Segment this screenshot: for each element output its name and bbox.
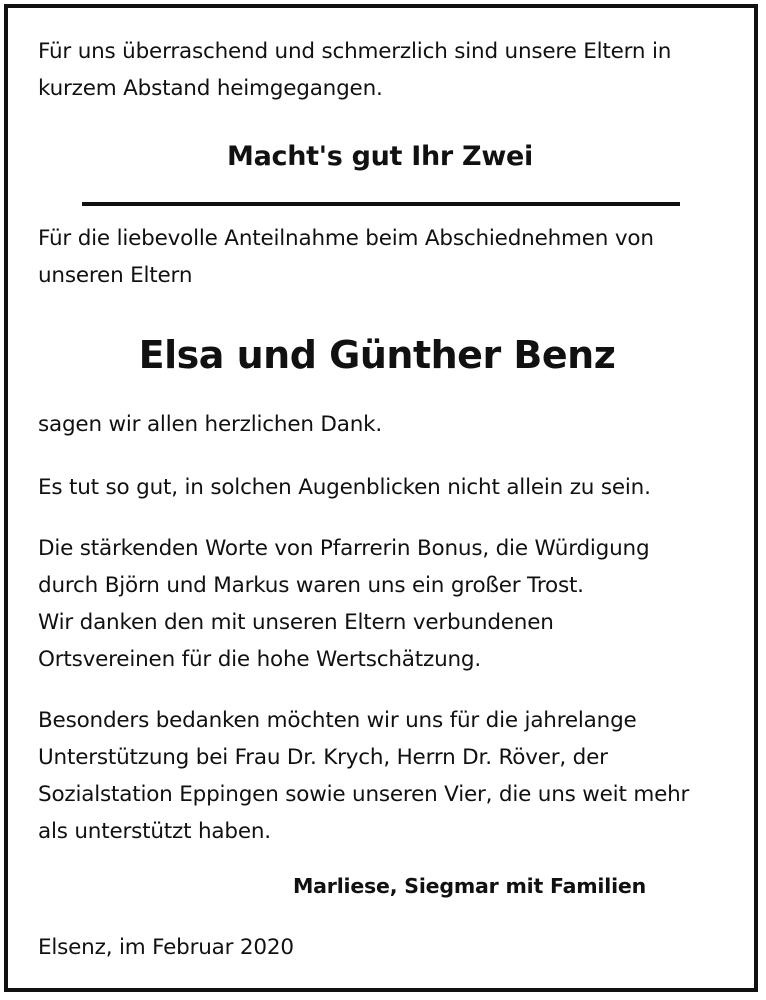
farewell-heading: Macht's gut Ihr Zwei	[227, 141, 533, 172]
text-line: als unterstützt haben.	[38, 819, 271, 844]
intro-paragraph	[38, 33, 738, 107]
text-line: sagen wir allen herzlichen Dank.	[38, 412, 383, 437]
text-line: Die stärkenden Worte von Pfarrerin Bonus, die Würdigung	[38, 536, 650, 561]
text-line: Wir danken den mit unseren Eltern verbundenen	[38, 610, 554, 635]
text-line: Sozialstation Eppingen sowie unseren Vier, die uns weit mehr	[38, 782, 690, 807]
place-date	[38, 929, 738, 966]
thanks-line	[38, 406, 738, 443]
divider-line	[82, 202, 680, 206]
text-line: Elsenz, im Februar 2020	[38, 935, 294, 960]
special-thanks-paragraph	[38, 702, 738, 850]
thanks-intro-paragraph	[38, 220, 738, 294]
text-line: durch Björn und Markus waren uns ein großer Trost.	[38, 573, 584, 598]
text-line: Für die liebevolle Anteilnahme beim Abschiednehmen von	[38, 226, 654, 251]
text-line: Ortsvereinen für die hohe Wertschätzung.	[38, 647, 482, 672]
text-line: kurzem Abstand heimgegangen.	[38, 76, 383, 101]
text-line: Es tut so gut, in solchen Augenblicken nicht allein zu sein.	[38, 475, 651, 500]
text-line: Für uns überraschend und schmerzlich sind unsere Eltern in	[38, 39, 672, 64]
signature: Marliese, Siegmar mit Familien	[292, 874, 646, 898]
text-line: unseren Eltern	[38, 263, 193, 288]
text-line: Besonders bedanken möchten wir uns für die jahrelange	[38, 708, 637, 733]
comfort-line	[38, 469, 738, 506]
words-paragraph	[38, 530, 738, 678]
deceased-names: Elsa und Günther Benz	[138, 333, 616, 377]
text-line: Unterstützung bei Frau Dr. Krych, Herrn Dr. Röver, der	[38, 745, 608, 770]
